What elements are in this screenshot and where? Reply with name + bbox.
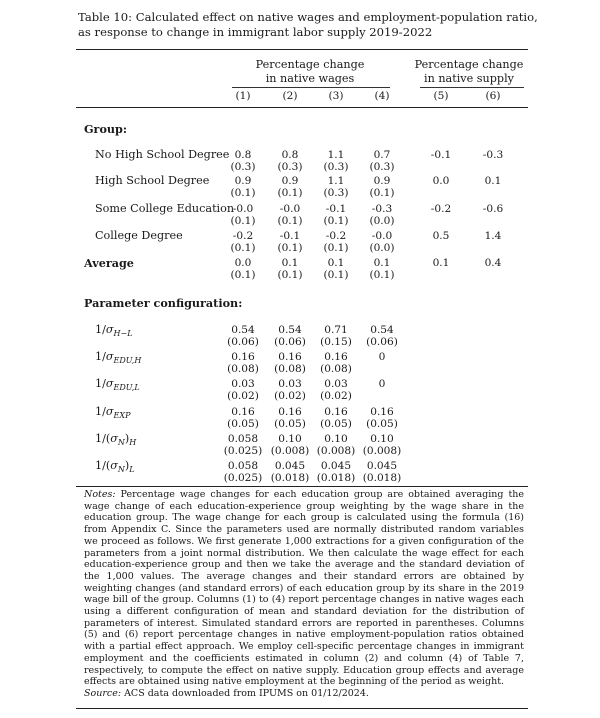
- parameter-value: 0.16: [324, 406, 348, 418]
- parameter-std-error: (0.06): [274, 336, 306, 348]
- parameter-value: 0.54: [370, 324, 394, 336]
- parameter-std-error: (0.025): [223, 445, 263, 457]
- parameter-value: 0.03: [231, 378, 255, 390]
- parameter-value: 0.058: [227, 433, 259, 445]
- parameter-row-label: $1/(\sigma_N)_H$: [95, 432, 137, 448]
- group-std-error: (0.0): [369, 242, 395, 254]
- parameter-std-error: (0.008): [316, 445, 356, 457]
- parameter-std-error: (0.02): [227, 390, 259, 402]
- group-value: 0.4: [484, 257, 502, 269]
- parameter-row-label: $1/\sigma_{EDU,H}$: [95, 350, 142, 366]
- parameter-value: 0.03: [324, 378, 348, 390]
- parameter-value: 0.16: [278, 351, 302, 363]
- group-value: 0.1: [373, 257, 391, 269]
- group-std-error: (0.1): [323, 269, 349, 281]
- group-std-error: (0.1): [277, 269, 303, 281]
- group-value: -0.2: [232, 230, 254, 242]
- parameter-std-error: (0.05): [227, 418, 259, 430]
- group-std-error: (0.1): [277, 215, 303, 227]
- parameter-std-error: (0.018): [362, 472, 402, 484]
- parameter-row-label: $1/(\sigma_N)_L$: [95, 459, 135, 475]
- group-value: -0.1: [325, 203, 347, 215]
- group-std-error: (0.1): [323, 215, 349, 227]
- parameter-value: 0: [378, 378, 386, 390]
- parameter-value: 0.16: [278, 406, 302, 418]
- parameter-std-error: (0.06): [227, 336, 259, 348]
- parameter-row-label: $1/\sigma_{EXP}$: [95, 405, 131, 421]
- parameter-value: 0.045: [320, 460, 352, 472]
- group-value: 1.1: [327, 149, 345, 161]
- header-cmidrule-wages: [232, 87, 390, 88]
- group-std-error: (0.1): [369, 187, 395, 199]
- group-value: 1.1: [327, 175, 345, 187]
- parameter-value: 0.10: [324, 433, 348, 445]
- header-group-wages-line2: in native wages: [265, 71, 355, 85]
- parameter-value: 0.045: [366, 460, 398, 472]
- parameter-std-error: (0.018): [270, 472, 310, 484]
- group-std-error: (0.3): [230, 161, 256, 173]
- parameter-std-error: (0.008): [270, 445, 310, 457]
- parameter-row-label: $1/\sigma_{EDU,L}$: [95, 377, 140, 393]
- parameter-value: 0.10: [278, 433, 302, 445]
- column-number: (5): [433, 90, 449, 102]
- parameter-std-error: (0.025): [223, 472, 263, 484]
- group-value: 0.1: [432, 257, 450, 269]
- group-row-label: Some College Education: [95, 202, 235, 215]
- group-value: 1.4: [484, 230, 502, 242]
- table-caption: Table 10: Calculated effect on native wages and employment-population ratio, as response to change in immigrant labor supply 2019-2022: [78, 10, 538, 39]
- parameter-value: 0.54: [278, 324, 302, 336]
- group-std-error: (0.1): [277, 242, 303, 254]
- group-value: -0.1: [430, 149, 452, 161]
- column-number: (2): [282, 90, 298, 102]
- top-rule: [76, 49, 528, 50]
- parameter-value: 0.058: [227, 460, 259, 472]
- group-value: -0.0: [232, 203, 254, 215]
- group-std-error: (0.1): [323, 242, 349, 254]
- group-std-error: (0.3): [323, 187, 349, 199]
- parameter-std-error: (0.05): [274, 418, 306, 430]
- parameter-std-error: (0.008): [362, 445, 402, 457]
- parameter-std-error: (0.05): [366, 418, 398, 430]
- parameter-value: 0.16: [324, 351, 348, 363]
- group-row-label: Average: [84, 256, 134, 270]
- parameter-std-error: (0.06): [366, 336, 398, 348]
- group-std-error: (0.3): [323, 161, 349, 173]
- group-std-error: (0.3): [277, 161, 303, 173]
- group-std-error: (0.1): [230, 187, 256, 199]
- group-row-label: High School Degree: [95, 174, 210, 187]
- parameter-std-error: (0.08): [320, 363, 352, 375]
- source-lead: Source:: [84, 687, 122, 699]
- group-value: 0.9: [234, 175, 252, 187]
- parameter-std-error: (0.02): [320, 390, 352, 402]
- header-group-supply-line1: Percentage change: [414, 58, 524, 71]
- group-value: -0.3: [371, 203, 393, 215]
- group-value: -0.1: [279, 230, 301, 242]
- column-number: (1): [235, 90, 251, 102]
- header-group-wages: [230, 58, 390, 85]
- parameter-std-error: (0.08): [227, 363, 259, 375]
- header-group-supply-line2: in native supply: [424, 71, 514, 85]
- group-row-label: College Degree: [95, 229, 183, 242]
- parameter-value: 0.71: [324, 324, 348, 336]
- group-value: 0.9: [373, 175, 391, 187]
- group-value: 0.8: [281, 149, 299, 161]
- parameter-value: 0.16: [231, 351, 255, 363]
- column-number: (4): [374, 90, 390, 102]
- group-std-error: (0.1): [277, 187, 303, 199]
- group-value: 0.8: [234, 149, 252, 161]
- group-std-error: (0.3): [369, 161, 395, 173]
- group-std-error: (0.1): [230, 242, 256, 254]
- group-value: -0.3: [482, 149, 504, 161]
- header-group-wages-line1: Percentage change: [255, 58, 365, 71]
- column-number: (3): [328, 90, 344, 102]
- group-value: 0.1: [484, 175, 502, 187]
- notes-text: Percentage wage changes for each education group are obtained averaging the wage change of each education-experience group weighting by the wage share in the education group. The wage change for each group is calculated using the formula (16) from Appendix C. Since the parameters used are normally distributed random variables we proceed as follows. We first generate 1,000 extractions for a given configuration of the parameters from a joint normal distribution. We then calculate the wage effect for each education-experience group and then we take the average and the standard deviation of the 1,000 values. The average changes and their standard errors are obtained by weighting changes (and standard errors) of each education group by its share in the 2019 wage bill of the group. Columns (1) to (4) report percentage changes in native wages each using a different configuration of mean and standard deviation for the distribution of parameters of interest. Simulated standard errors are reported in parentheses. Columns (5) and (6) report percentage changes in native employment-population ratios obtained with a partial effect approach. We employ cell-specific percentage changes in immigrant employment and the coefficients estimated in column (2) and column (4) of Table 7, respectively, to compute the effect on native supply. Education group effects and average effects are obtained using native employment at the beginning of the period as weight.: [84, 489, 524, 688]
- column-number: (6): [485, 90, 501, 102]
- group-value: -0.2: [430, 203, 452, 215]
- parameter-value: 0.54: [231, 324, 255, 336]
- parameter-value: 0: [378, 351, 386, 363]
- mid-rule: [76, 107, 528, 108]
- parameter-value: 0.10: [370, 433, 394, 445]
- header-group-supply: [414, 58, 524, 85]
- group-value: 0.1: [281, 257, 299, 269]
- group-std-error: (0.0): [369, 215, 395, 227]
- group-std-error: (0.1): [230, 215, 256, 227]
- parameter-value: 0.16: [231, 406, 255, 418]
- parameter-std-error: (0.15): [320, 336, 352, 348]
- parameter-value: 0.16: [370, 406, 394, 418]
- group-value: 0.7: [373, 149, 391, 161]
- group-value: 0.5: [432, 230, 450, 242]
- group-std-error: (0.1): [230, 269, 256, 281]
- parameter-std-error: (0.05): [320, 418, 352, 430]
- group-value: -0.0: [279, 203, 301, 215]
- group-value: -0.0: [371, 230, 393, 242]
- source-text: ACS data downloaded from IPUMS on 01/12/2024.: [124, 687, 369, 699]
- notes-bottom-rule: [76, 708, 528, 709]
- parameter-value: 0.03: [278, 378, 302, 390]
- section-title-group: Group:: [84, 122, 127, 136]
- group-value: 0.9: [281, 175, 299, 187]
- header-cmidrule-supply: [420, 87, 524, 88]
- group-std-error: (0.1): [369, 269, 395, 281]
- parameter-std-error: (0.08): [274, 363, 306, 375]
- parameter-std-error: (0.02): [274, 390, 306, 402]
- parameter-value: 0.045: [274, 460, 306, 472]
- notes-lead: Notes:: [84, 489, 116, 500]
- group-row-label: No High School Degree: [95, 148, 230, 161]
- parameter-std-error: (0.018): [316, 472, 356, 484]
- section-title-parameters: Parameter configuration:: [84, 296, 243, 310]
- table-notes: [84, 489, 524, 700]
- group-value: -0.6: [482, 203, 504, 215]
- group-value: -0.2: [325, 230, 347, 242]
- group-value: 0.1: [327, 257, 345, 269]
- group-value: 0.0: [432, 175, 450, 187]
- group-value: 0.0: [234, 257, 252, 269]
- parameter-row-label: $1/\sigma_{H-L}$: [95, 323, 133, 339]
- bottom-rule: [76, 486, 528, 487]
